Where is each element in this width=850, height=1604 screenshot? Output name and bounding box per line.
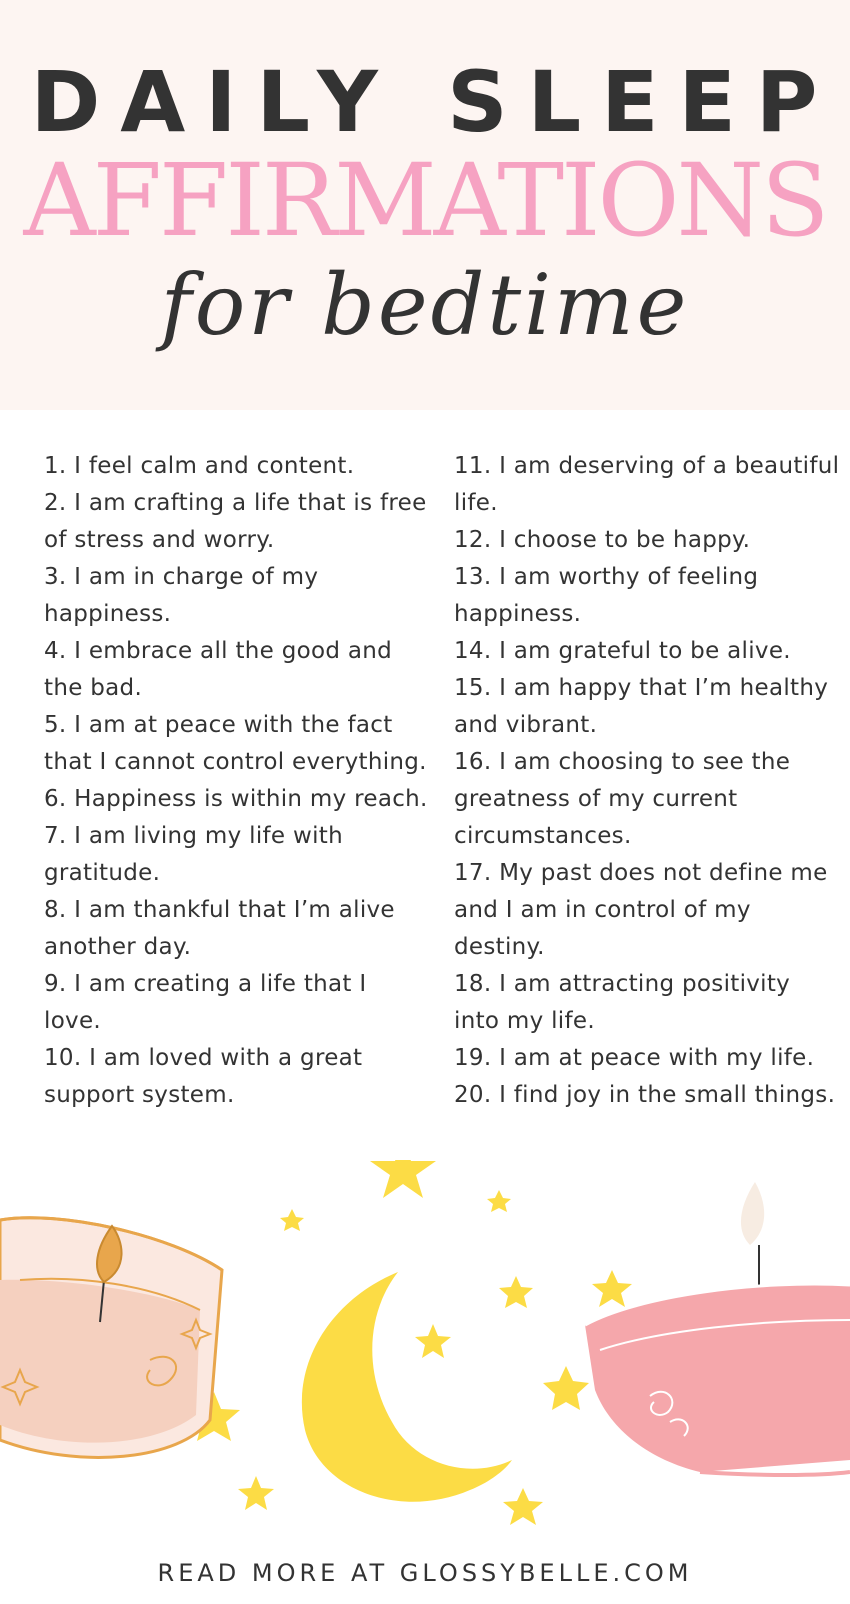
- list-item: 16. I am choosing to see the greatness of my current circumstances.: [454, 749, 791, 849]
- star-icon: [280, 1209, 304, 1231]
- decorations: [0, 1160, 850, 1560]
- star-icon: [370, 1160, 436, 1198]
- title-for-bedtime: for bedtime: [160, 256, 690, 354]
- list-item: 18. I am attracting positivity into my life.: [454, 971, 791, 1034]
- list-item: 15. I am happy that I’m healthy and vibrant.: [454, 675, 829, 738]
- list-item: 5. I am at peace with the fact that I cannot control everything.: [44, 712, 427, 775]
- list-item: 19. I am at peace with my life.: [454, 1045, 815, 1071]
- list-item: 11. I am deserving of a beautiful life.: [454, 453, 840, 516]
- list-item: 17. My past does not define me and I am in control of my destiny.: [454, 860, 828, 960]
- header-banner: [0, 0, 850, 410]
- star-icon: [238, 1476, 274, 1510]
- list-item: 13. I am worthy of feeling happiness.: [454, 564, 759, 627]
- star-icon: [503, 1488, 543, 1525]
- star-icon: [415, 1324, 451, 1358]
- list-item: 10. I am loved with a great support system.: [44, 1045, 363, 1108]
- star-icon: [499, 1276, 533, 1308]
- moon-icon: [302, 1272, 512, 1502]
- star-icon: [543, 1366, 589, 1410]
- bowl-candle-icon: [585, 1182, 850, 1475]
- affirmations-left-column: [44, 448, 430, 1114]
- list-item: 8. I am thankful that I’m alive another day.: [44, 897, 395, 960]
- list-item: 20. I find joy in the small things.: [454, 1082, 836, 1108]
- list-item: 3. I am in charge of my happiness.: [44, 564, 319, 627]
- star-icon: [592, 1270, 632, 1307]
- list-item: 14. I am grateful to be alive.: [454, 638, 791, 664]
- list-item: 7. I am living my life with gratitude.: [44, 823, 343, 886]
- title-affirmations: AFFIRMATIONS: [23, 142, 827, 259]
- list-item: 4. I embrace all the good and the bad.: [44, 638, 393, 701]
- candle-icon: [0, 1218, 222, 1458]
- list-item: 2. I am crafting a life that is free of stress and worry.: [44, 490, 427, 553]
- list-item: 12. I choose to be happy.: [454, 527, 751, 553]
- list-item: 1. I feel calm and content.: [44, 453, 355, 479]
- list-item: 6. Happiness is within my reach.: [44, 786, 428, 812]
- star-icon: [487, 1190, 511, 1212]
- affirmations-right-column: [454, 448, 840, 1114]
- footer-link-text[interactable]: READ MORE AT GLOSSYBELLE.COM: [157, 1559, 693, 1587]
- title-daily-sleep: DAILY SLEEP: [30, 53, 838, 151]
- list-item: 9. I am creating a life that I love.: [44, 971, 367, 1034]
